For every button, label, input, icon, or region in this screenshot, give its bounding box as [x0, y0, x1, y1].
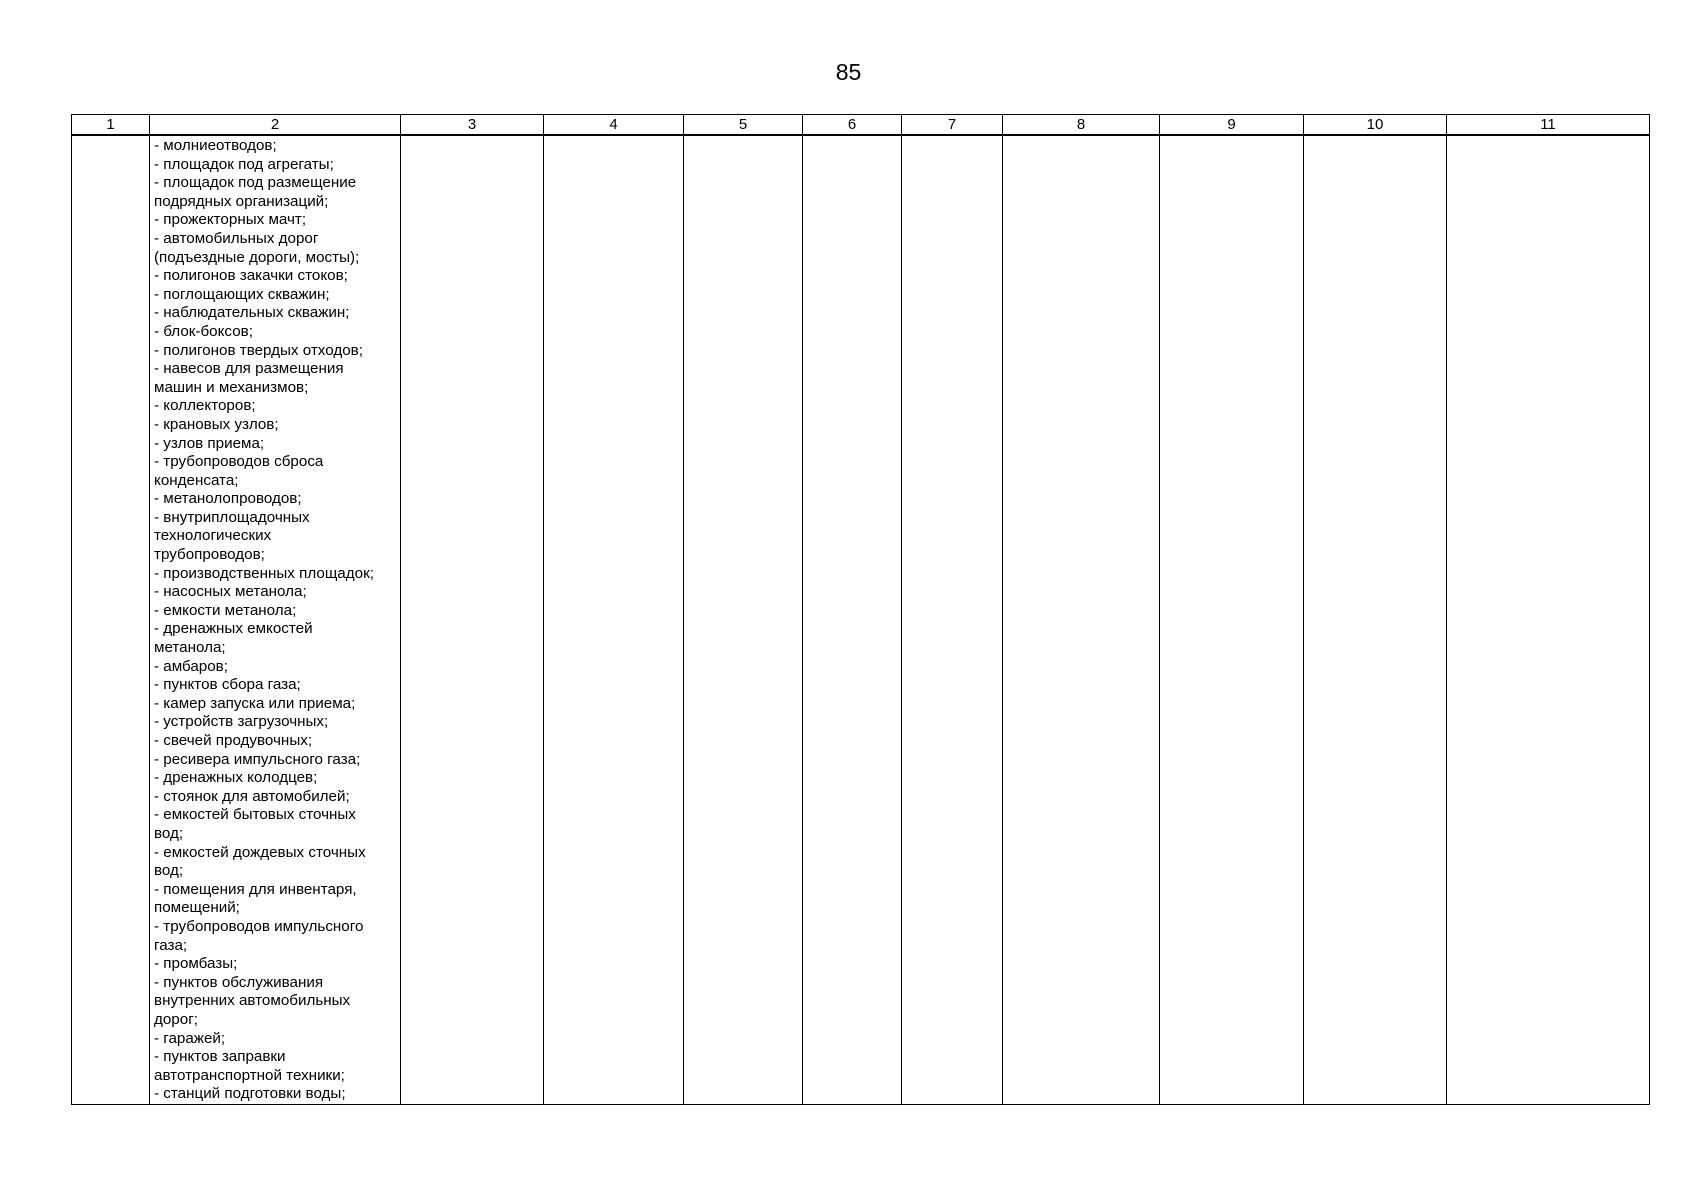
list-item: внутренних автомобильных	[154, 992, 351, 1010]
list-item: - трубопроводов сброса	[154, 453, 324, 471]
list-item: автотранспортной техники;	[154, 1066, 345, 1084]
list-item: вод;	[154, 862, 184, 880]
list-item: - коллекторов;	[154, 397, 256, 415]
cell-col-10	[1304, 135, 1447, 1104]
cell-col-4	[544, 135, 684, 1104]
list-item: - метанолопроводов;	[154, 490, 302, 508]
list-item: - пунктов заправки	[154, 1048, 286, 1066]
cell-col-2	[150, 135, 401, 1104]
column-header-10: 10	[1304, 115, 1447, 136]
list-item: - амбаров;	[154, 657, 228, 675]
list-item: - ресивера импульсного газа;	[154, 750, 361, 768]
list-item: (подъездные дороги, мосты);	[154, 248, 360, 266]
list-item: метанола;	[154, 639, 226, 657]
list-item: конденсата;	[154, 471, 239, 489]
list-item: - площадок под агрегаты;	[154, 155, 334, 173]
column-header-7: 7	[902, 115, 1003, 136]
cell-col-5	[684, 135, 803, 1104]
column-header-11: 11	[1447, 115, 1650, 136]
list-item: - поглощающих скважин;	[154, 285, 330, 303]
header-row	[72, 115, 1650, 136]
item-list	[154, 137, 400, 1104]
column-header-1: 1	[72, 115, 150, 136]
list-item: - устройств загрузочных;	[154, 713, 329, 731]
list-item: - емкостей бытовых сточных	[154, 806, 356, 824]
list-item: газа;	[154, 936, 188, 954]
list-item: дорог;	[154, 1010, 198, 1028]
list-item: - пунктов обслуживания	[154, 973, 324, 991]
table-row	[72, 135, 1650, 1104]
list-item: - прожекторных мачт;	[154, 211, 307, 229]
list-item: - станций подготовки воды;	[154, 1085, 346, 1103]
list-item: - навесов для размещения	[154, 360, 344, 378]
column-header-3: 3	[401, 115, 544, 136]
list-item: - пунктов сбора газа;	[154, 676, 301, 694]
list-item: вод;	[154, 824, 184, 842]
list-item: - насосных метанола;	[154, 583, 307, 601]
cell-col-11	[1447, 135, 1650, 1104]
column-header-4: 4	[544, 115, 684, 136]
list-item: - гаражей;	[154, 1029, 226, 1047]
list-item: - полигонов закачки стоков;	[154, 267, 348, 285]
list-item: - камер запуска или приема;	[154, 694, 356, 712]
list-item: - трубопроводов импульсного	[154, 917, 364, 935]
document-table	[71, 114, 1650, 1105]
list-item: - наблюдательных скважин;	[154, 304, 350, 322]
column-header-5: 5	[684, 115, 803, 136]
list-item: машин и механизмов;	[154, 378, 309, 396]
cell-col-6	[803, 135, 902, 1104]
list-item: - стоянок для автомобилей;	[154, 787, 350, 805]
list-item: - емкостей дождевых сточных	[154, 843, 366, 861]
list-item: - производственных площадок;	[154, 564, 374, 582]
list-item: - промбазы;	[154, 955, 238, 973]
list-item: технологических	[154, 527, 272, 545]
list-item: трубопроводов;	[154, 546, 265, 564]
column-header-8: 8	[1003, 115, 1160, 136]
cell-col-7	[902, 135, 1003, 1104]
list-item: - молниеотводов;	[154, 137, 277, 154]
list-item: - полигонов твердых отходов;	[154, 341, 363, 359]
column-header-9: 9	[1160, 115, 1304, 136]
list-item: - блок-боксов;	[154, 322, 253, 340]
list-item: помещений;	[154, 899, 240, 917]
cell-col-9	[1160, 135, 1304, 1104]
list-item: - свечей продувочных;	[154, 732, 313, 749]
list-item: подрядных организаций;	[154, 192, 329, 210]
list-item: - дренажных емкостей	[154, 620, 313, 638]
list-item: - помещения для инвентаря,	[154, 880, 357, 898]
list-item: - внутриплощадочных	[154, 508, 310, 526]
column-header-2: 2	[150, 115, 401, 136]
list-item: - емкости метанола;	[154, 601, 297, 619]
cell-col-8	[1003, 135, 1160, 1104]
list-item: - крановых узлов;	[154, 415, 279, 433]
list-item: - узлов приема;	[154, 434, 265, 452]
column-header-6: 6	[803, 115, 902, 136]
cell-col-3	[401, 135, 544, 1104]
list-item: - площадок под размещение	[154, 174, 357, 192]
page-number: 85	[835, 59, 862, 85]
list-item: - дренажных колодцев;	[154, 769, 318, 787]
cell-col-1	[72, 135, 150, 1104]
list-item: - автомобильных дорог	[154, 229, 319, 247]
